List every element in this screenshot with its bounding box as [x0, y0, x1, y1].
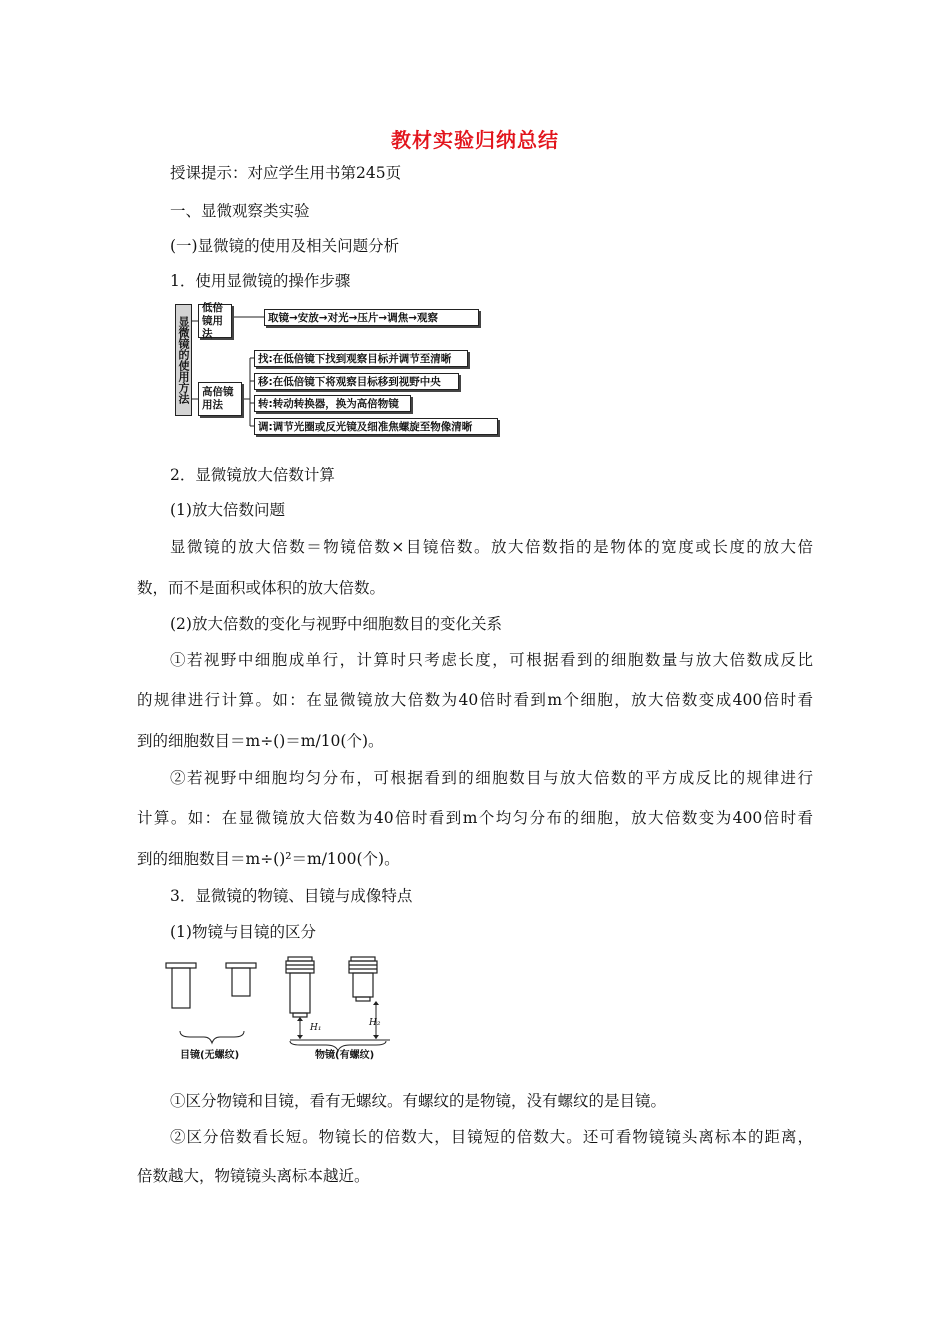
summary-2-line-2: 倍数越大，物镜镜头离标本越近。	[137, 1167, 370, 1185]
microscope-usage-diagram	[175, 302, 515, 442]
lesson-hint: 授课提示：对应学生用书第245页	[170, 164, 402, 182]
paragraph-1-line-1: 显微镜的放大倍数＝物镜倍数×目镜倍数。放大倍数指的是物体的宽度或长度的放大倍	[170, 538, 813, 556]
objective-long	[286, 957, 314, 1017]
section-heading: 一、显微观察类实验	[170, 202, 310, 220]
rule-1-line-3: 到的细胞数目＝m÷()＝m/10(个)。	[137, 732, 384, 750]
diagram-root-label: 显微镜的使用方法	[175, 304, 192, 416]
item-heading-3: 3．显微镜的物镜、目镜与成像特点	[170, 887, 413, 905]
low-power-label: 低倍镜用法	[198, 304, 232, 338]
rule-2-line-3: 到的细胞数目＝m÷()²＝m/100(个)。	[137, 850, 400, 868]
page-title: 教材实验归纳总结	[391, 128, 559, 152]
h1-label: H₁	[310, 1023, 322, 1033]
item-heading-2: 2．显微镜放大倍数计算	[170, 466, 335, 484]
eyepiece-label: 目镜(无螺纹)	[180, 1050, 240, 1061]
high-power-label: 高倍镜用法	[198, 382, 242, 416]
high-power-step-move: 移:在低倍镜下将观察目标移到视野中央	[254, 373, 459, 390]
lens-figure	[160, 955, 400, 1065]
question-heading-2: (2)放大倍数的变化与视野中细胞数目的变化关系	[170, 615, 502, 633]
low-power-steps: 取镜→安放→对光→压片→调焦→观察	[264, 309, 479, 326]
rule-1-line-2: 的规律进行计算。如：在显微镜放大倍数为40倍时看到m个细胞，放大倍数变成400倍时看	[137, 691, 813, 709]
question-heading-3: (1)物镜与目镜的区分	[170, 923, 316, 941]
high-power-step-find: 找:在低倍镜下找到观察目标并调节至清晰	[254, 350, 468, 367]
rule-1-line-1: ①若视野中细胞成单行，计算时只考虑长度，可根据看到的细胞数量与放大倍数成反比	[170, 651, 813, 669]
eyepiece-short	[226, 963, 256, 996]
summary-1: ①区分物镜和目镜，看有无螺纹。有螺纹的是物镜，没有螺纹的是目镜。	[170, 1092, 667, 1110]
h2-label: H₂	[369, 1018, 381, 1028]
summary-2-line-1: ②区分倍数看长短。物镜长的倍数大，目镜短的倍数大。还可看物镜镜头离标本的距离，	[170, 1128, 813, 1146]
objective-label: 物镜(有螺纹)	[315, 1050, 375, 1061]
item-heading-1: 1．使用显微镜的操作步骤	[170, 272, 351, 290]
high-power-step-turn: 转:转动转换器，换为高倍物镜	[254, 395, 411, 412]
rule-2-line-1: ②若视野中细胞均匀分布，可根据看到的细胞数目与放大倍数的平方成反比的规律进行	[170, 769, 813, 787]
rule-2-line-2: 计算。如：在显微镜放大倍数为40倍时看到m个均匀分布的细胞，放大倍数变为400倍时看	[137, 809, 813, 827]
high-power-step-adjust: 调:调节光圈或反光镜及细准焦螺旋至物像清晰	[254, 418, 498, 435]
question-heading-1: (1)放大倍数问题	[170, 501, 285, 519]
objective-short	[349, 957, 377, 1001]
eyepiece-long	[166, 963, 196, 1008]
subsection-heading: (一)显微镜的使用及相关问题分析	[170, 237, 400, 255]
paragraph-1-line-2: 数，而不是面积或体积的放大倍数。	[137, 579, 386, 597]
